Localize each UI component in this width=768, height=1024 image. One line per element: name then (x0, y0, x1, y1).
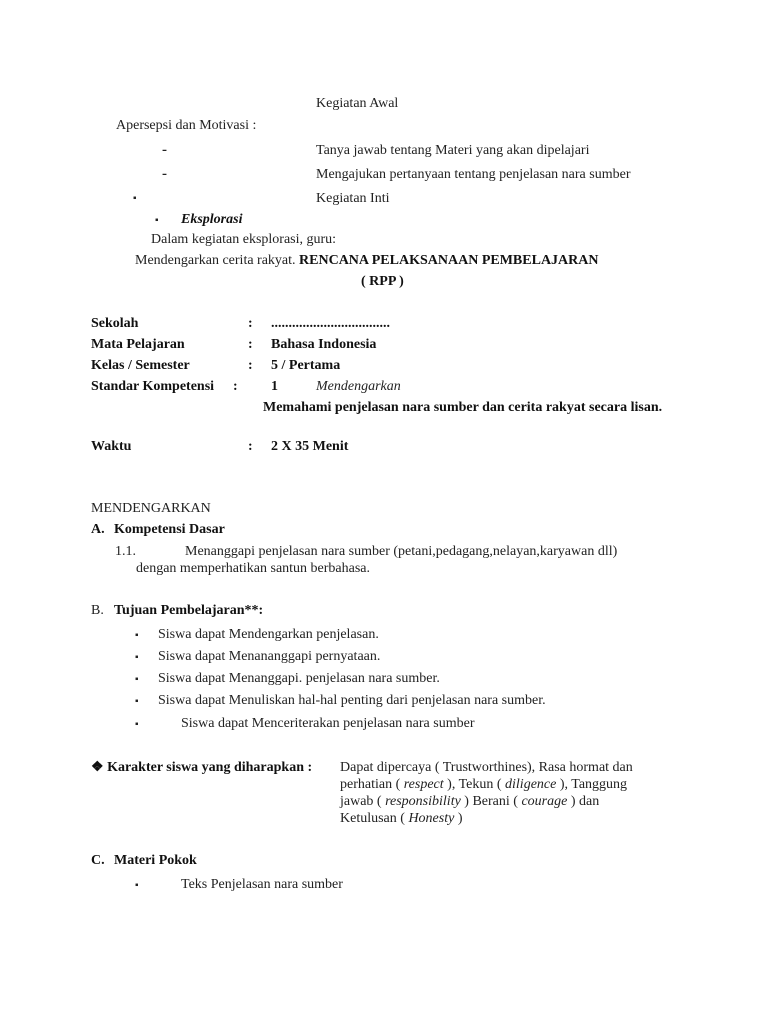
eksplorasi-heading: Eksplorasi (181, 212, 243, 227)
diamond-bullet-icon: ❖ (91, 760, 104, 775)
kd-number: 1.1. (115, 544, 136, 559)
eksplorasi-intro: Dalam kegiatan eksplorasi, guru: (151, 232, 337, 247)
square-bullet-icon: ▪ (135, 630, 139, 641)
sk-description: Memahami penjelasan nara sumber dan cerita rakyat secara lisan. (263, 400, 663, 415)
dash-marker: - (162, 142, 167, 158)
section-heading: MENDENGARKAN (91, 501, 211, 516)
eksplorasi-activity (135, 252, 599, 269)
square-bullet-icon: ▪ (135, 696, 139, 707)
apersepsi-item-1: Tanya jawab tentang Materi yang akan dipelajari (316, 143, 590, 158)
tujuan-item-1: Siswa dapat Mendengarkan penjelasan. (158, 627, 379, 642)
tujuan-item-2: Siswa dapat Menananggapi pernyataan. (158, 649, 381, 664)
kd-text-line1: Menanggapi penjelasan nara sumber (petani,pedagang,nelayan,karyawan dll) (185, 544, 618, 559)
tujuan-item-3: Siswa dapat Menanggapi. penjelasan nara sumber. (158, 671, 440, 686)
kd-title: Kompetensi Dasar (114, 522, 225, 537)
sk-number: 1 (271, 379, 278, 394)
colon: : (248, 316, 253, 331)
karakter-label: Karakter siswa yang diharapkan : (107, 760, 313, 775)
kelas-label: Kelas / Semester (91, 358, 190, 373)
colon: : (248, 358, 253, 373)
sk-value: Mendengarkan (316, 379, 401, 394)
square-bullet-icon: ▪ (135, 880, 139, 891)
materi-title: Materi Pokok (114, 853, 197, 868)
sekolah-value: .................................. (271, 316, 390, 331)
square-bullet-icon: ▪ (135, 719, 139, 730)
colon: : (233, 379, 238, 394)
sekolah-label: Sekolah (91, 316, 139, 331)
waktu-label: Waktu (91, 439, 132, 454)
colon: : (248, 337, 253, 352)
apersepsi-label: Apersepsi dan Motivasi : (116, 118, 257, 133)
dash-marker: - (162, 166, 167, 182)
karakter-line-3: jawab ( responsibility ) Berani ( courage ) dan (340, 794, 600, 809)
colon: : (248, 439, 253, 454)
document-title: RENCANA PELAKSANAAN PEMBELAJARAN (299, 253, 599, 268)
kd-text-line2: dengan memperhatikan santun berbahasa. (136, 561, 371, 576)
materi-letter: C. (91, 853, 105, 868)
kegiatan-awal-heading: Kegiatan Awal (316, 96, 399, 111)
activity-text: Mendengarkan cerita rakyat. (135, 253, 296, 268)
sk-label: Standar Kompetensi (91, 379, 215, 394)
karakter-line-4: Ketulusan ( Honesty ) (340, 811, 463, 826)
materi-item: Teks Penjelasan nara sumber (181, 877, 343, 892)
tujuan-letter: B. (91, 603, 104, 618)
kelas-value: 5 / Pertama (271, 358, 341, 373)
square-bullet-icon: ▪ (155, 215, 159, 226)
document-subtitle: ( RPP ) (361, 274, 404, 289)
tujuan-item-4: Siswa dapat Menuliskan hal-hal penting dari penjelasan nara sumber. (158, 693, 546, 708)
square-bullet-icon: ▪ (135, 674, 139, 685)
karakter-label-row (91, 759, 312, 776)
apersepsi-item-2: Mengajukan pertanyaan tentang penjelasan nara sumber (316, 167, 631, 182)
square-bullet-icon: ▪ (133, 193, 137, 204)
waktu-value: 2 X 35 Menit (271, 439, 349, 454)
mapel-value: Bahasa Indonesia (271, 337, 377, 352)
tujuan-title: Tujuan Pembelajaran**: (114, 603, 264, 618)
kegiatan-inti-heading: Kegiatan Inti (316, 191, 390, 206)
mapel-label: Mata Pelajaran (91, 337, 185, 352)
kd-letter: A. (91, 522, 105, 537)
karakter-line-2: perhatian ( respect ), Tekun ( diligence ), Tanggung (340, 777, 628, 792)
karakter-line-1: Dapat dipercaya ( Trustworthines), Rasa hormat dan (340, 760, 633, 775)
tujuan-item-5: Siswa dapat Menceriterakan penjelasan nara sumber (181, 716, 475, 731)
square-bullet-icon: ▪ (135, 652, 139, 663)
